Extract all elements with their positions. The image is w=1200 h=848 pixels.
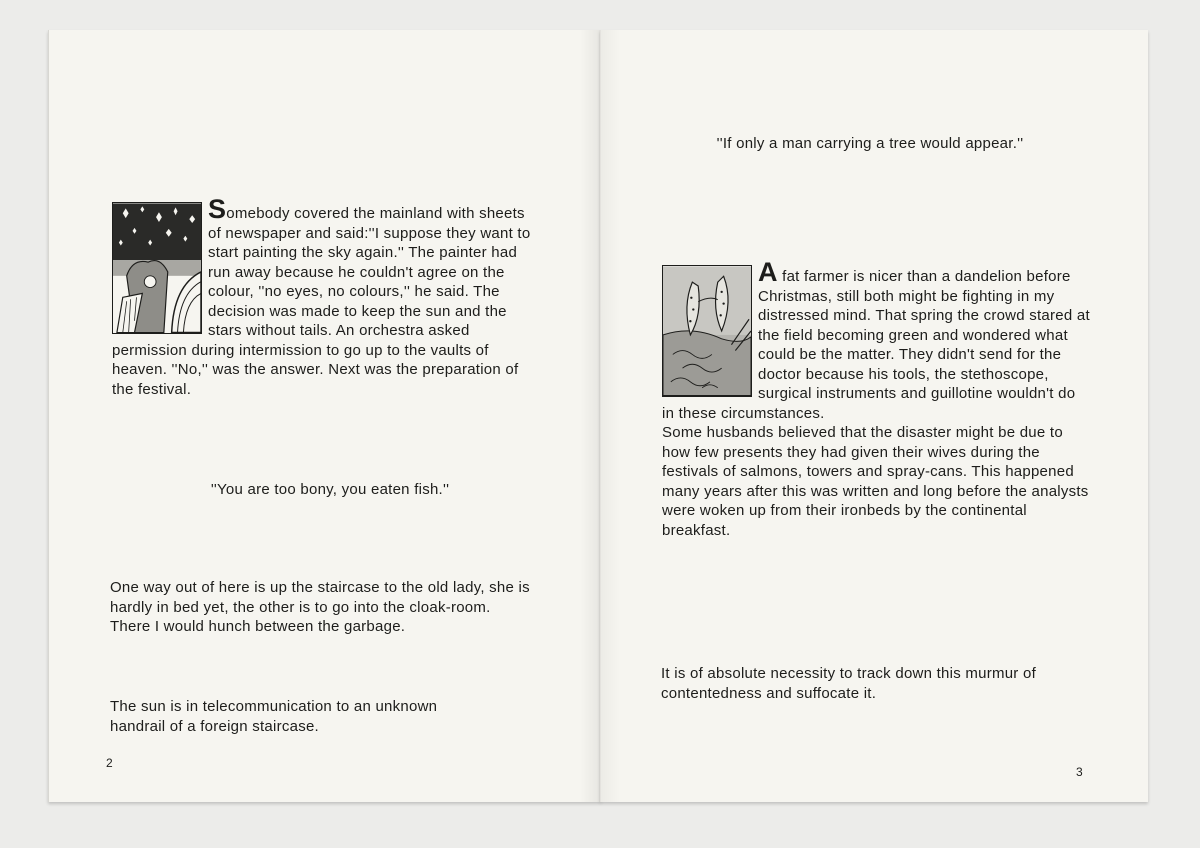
left-quote <box>110 480 550 500</box>
right-paragraph-3 <box>661 664 1091 703</box>
paragraph-text: One way out of here is up the staircase to the old lady, she is hardly in bed yet, the other is to go into the cloak-room. There I would hunch between the garbage. <box>110 579 530 635</box>
page-number-right: 3 <box>1076 765 1083 779</box>
opening-paragraph: omebody covered the mainland with sheets of newspaper and said:''I suppose they want to start painting the sky again.'' The painter had run away because he couldn't agree on the colour, ''no eyes, no colours,'' he said. The decision was made to keep the sun and the stars without tails. An orchestra asked permission during intermission to go up to the vaults of heaven. ''No,'' was the answer. Next was the preparation of the festival. <box>112 205 531 398</box>
right-opening-block <box>662 257 1090 540</box>
quote-text: ''You are too bony, you eaten fish.'' <box>210 481 450 498</box>
dropcap-s: S <box>208 194 227 224</box>
paragraph-text: It is of absolute necessity to track down this murmur of contentedness and suffocate it. <box>661 665 1036 702</box>
quote-text: ''If only a man carrying a tree would appear.'' <box>716 135 1024 152</box>
paragraph-text: Some husbands believed that the disaster might be due to how few presents they had given their wives during the festivals of salmons, towers and spray-cans. This happened many years after this was written and long before the analysts were woken up from their ironbeds by the continental breakfast. <box>662 424 1089 539</box>
page-number-left: 2 <box>106 756 113 770</box>
fish-illustration <box>662 265 752 397</box>
dropcap-a: A <box>758 257 778 287</box>
right-quote <box>660 134 1080 154</box>
opening-paragraph: fat farmer is nicer than a dandelion before Christmas, still both might be fighting in my distressed mind. That spring the crowd stared at the field becoming green and wondered what could be the matter. They didn't send for the doctor because his tools, the stethoscope, surgical instruments and guillotine wouldn't do in these circumstances. <box>662 268 1090 422</box>
painter-illustration <box>112 202 202 334</box>
paragraph-text: The sun is in telecommunication to an unknown handrail of a foreign staircase. <box>110 698 438 735</box>
left-paragraph-3 <box>110 697 490 736</box>
left-page <box>48 30 601 802</box>
left-paragraph-2 <box>110 578 530 637</box>
left-opening-block <box>112 194 532 399</box>
